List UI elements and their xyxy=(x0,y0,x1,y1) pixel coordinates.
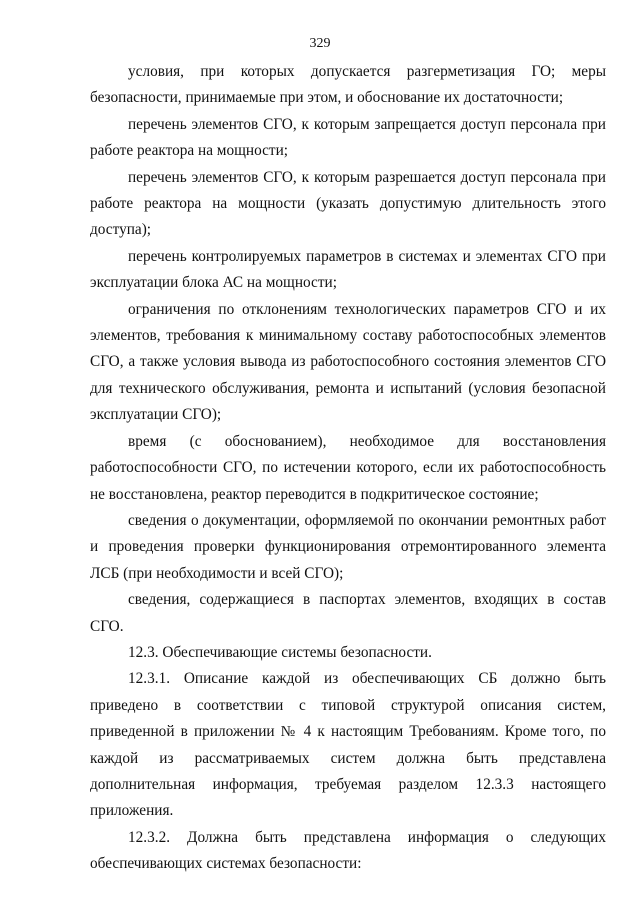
paragraph-restoration-time: время (с обоснованием), необходимое для восстановления работоспособности СГО, по истечении которого, если их работоспособность не восстановлена, реактор переводится в подкритическое состояние; xyxy=(90,432,606,503)
paragraph-access-permitted-elements: перечень элементов СГО, к которым разрешается доступ персонала при работе реактора на мощности (указать допустимую длительность этого доступа); xyxy=(90,168,606,239)
section-heading-12-3: 12.3. Обеспечивающие системы безопасности. xyxy=(128,643,432,661)
paragraph-12-3-2: 12.3.2. Должна быть представлена информация о следующих обеспечивающих системах безопасности: xyxy=(90,828,606,873)
page-number: 329 xyxy=(309,36,331,51)
paragraph-monitored-parameters: перечень контролируемых параметров в системах и элементах СГО при эксплуатации блока АС на мощности; xyxy=(90,247,606,292)
paragraph-element-passports: сведения, содержащиеся в паспортах элементов, входящих в состав СГО. xyxy=(90,591,606,635)
paragraph-deviation-limits: ограничения по отклонениям технологических параметров СГО и их элементов, требования к минимальному составу работоспособных элементов СГО, а также условия вывода из работоспособного состояния элементов СГО для технического обслуживания, ремонта и испытаний (условия безопасной эксплуатации СГО); xyxy=(90,300,606,424)
paragraph-access-prohibited-elements: перечень элементов СГО, к которым запрещается доступ персонала при работе реактора на мощности; xyxy=(90,115,606,160)
document-body xyxy=(90,59,606,878)
paragraph-depressurization-conditions: условия, при которых допускается разгерметизация ГО; меры безопасности, принимаемые при этом, и обоснование их достаточности; xyxy=(90,63,606,107)
paragraph-12-3-1: 12.3.1. Описание каждой из обеспечивающих СБ должно быть приведено в соответствии с типовой структурой описания систем, приведенной в приложении № 4 к настоящим Требованиям. Кроме того, по каждой из рассматриваемых систем должна быть представлена дополнительная информация, требуемая разделом 12.3.3 настоящего приложения. xyxy=(90,670,606,820)
paragraph-repair-documentation: сведения о документации, оформляемой по окончании ремонтных работ и проведения проверки функционирования отремонтированного элемента ЛСБ (при необходимости и всей СГО); xyxy=(90,511,606,582)
